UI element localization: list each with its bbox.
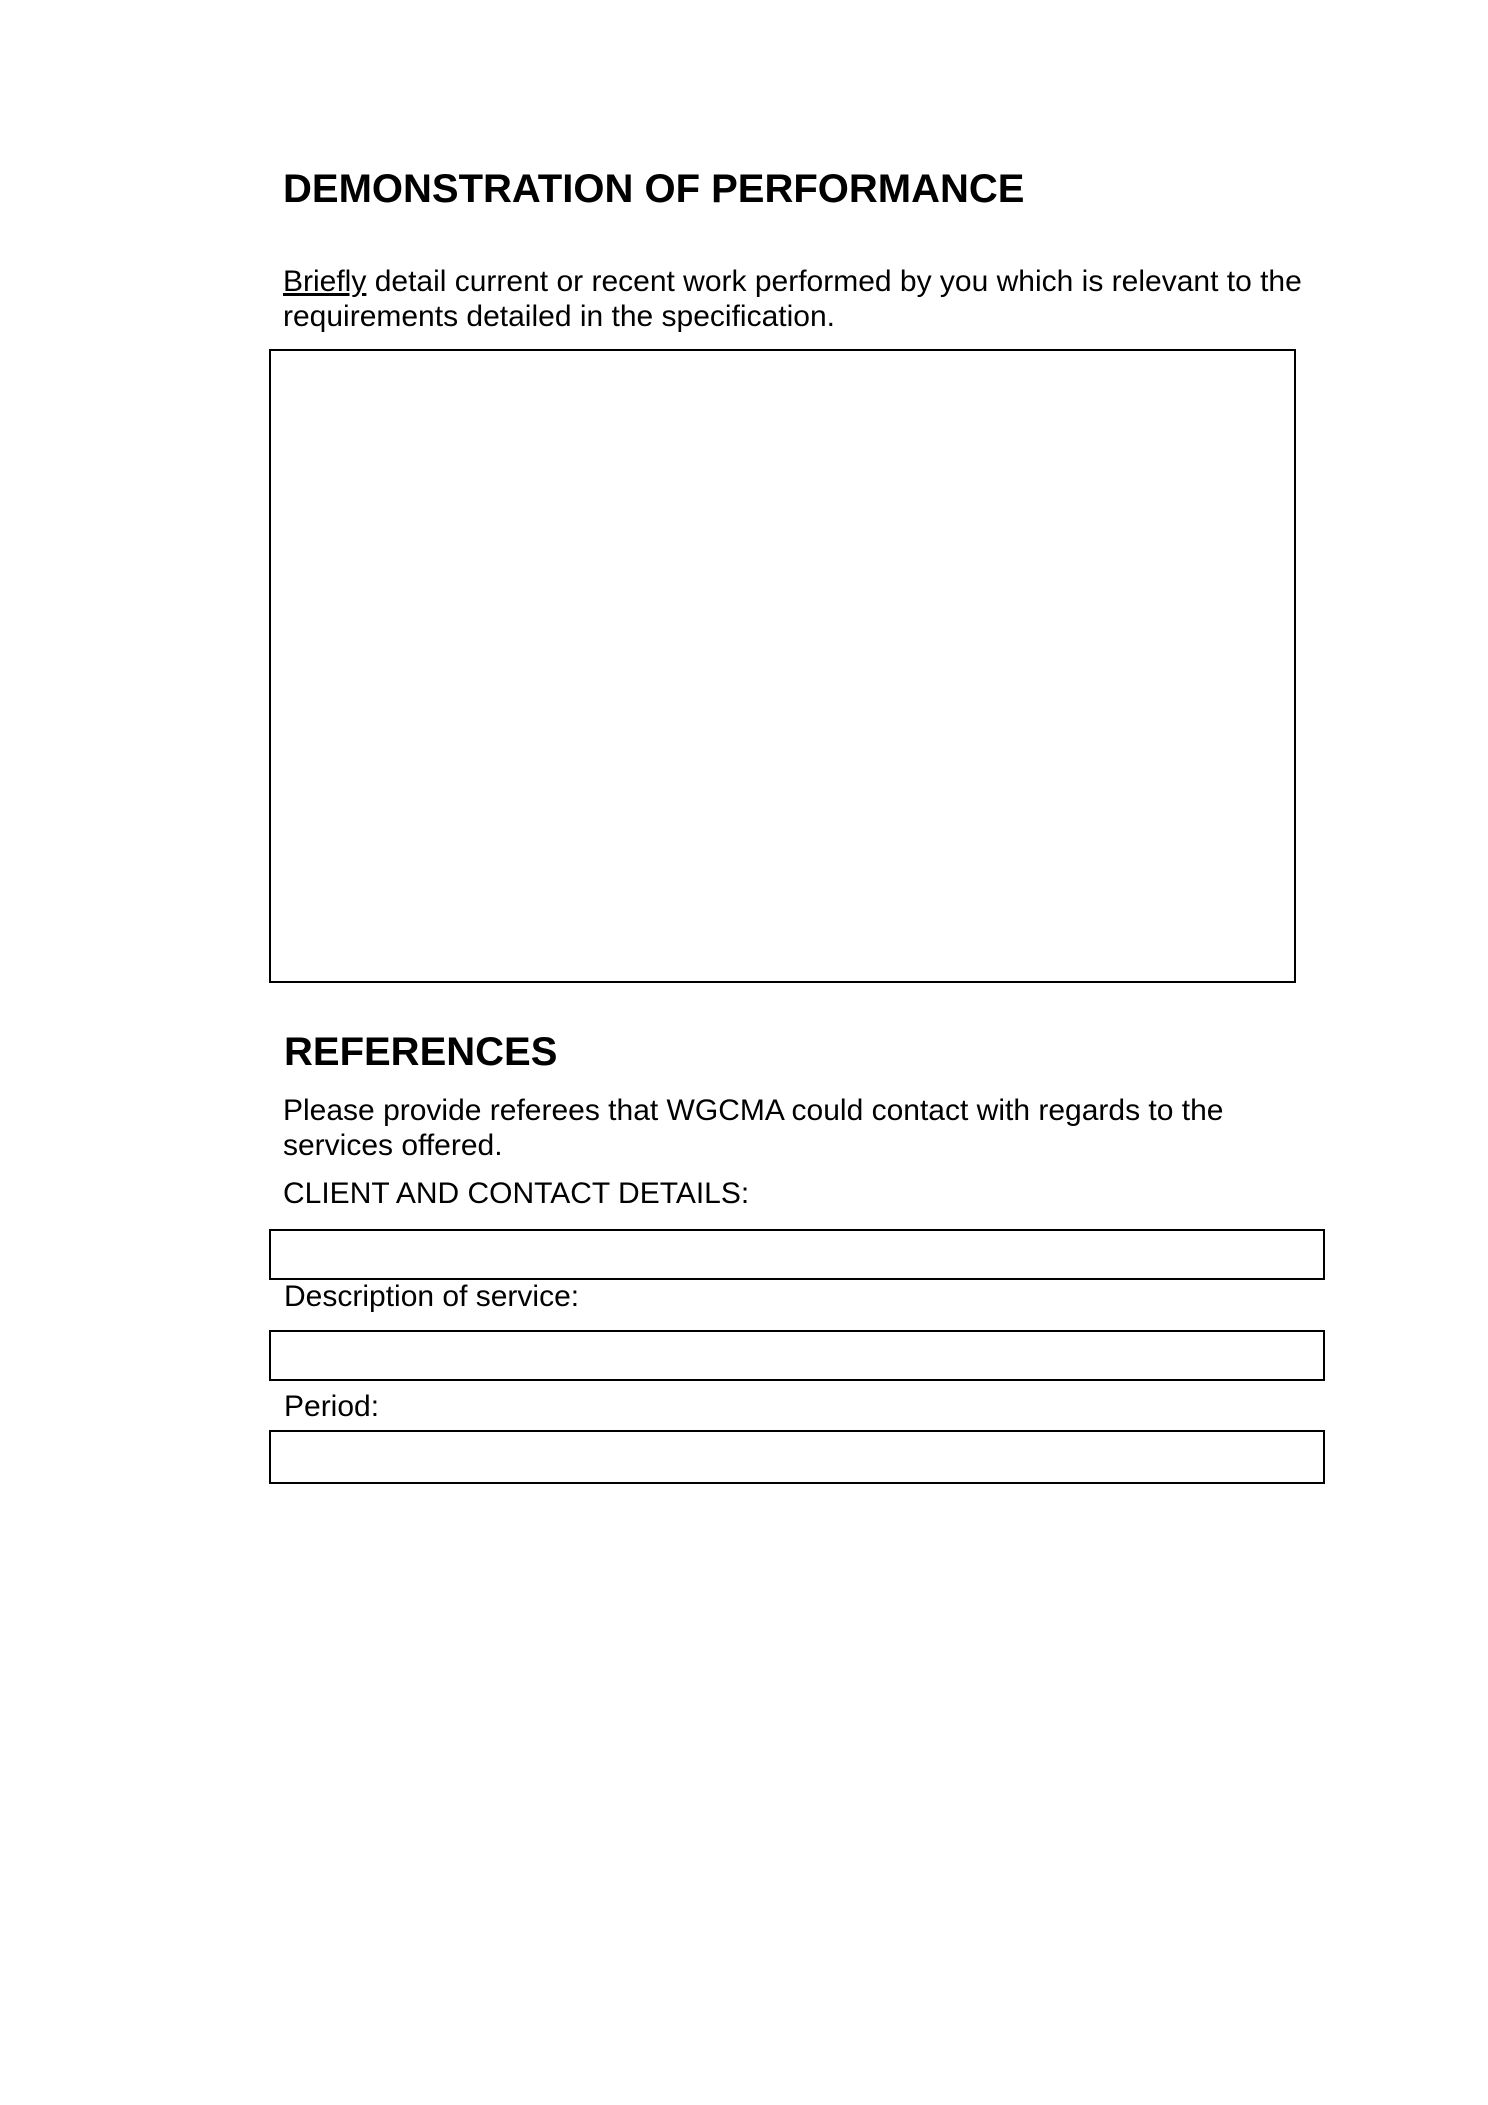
performance-response-box[interactable] [269,349,1296,983]
performance-intro-paragraph [283,264,1313,334]
performance-intro-text: detail current or recent work performed by you which is relevant to the requirements detailed in the specification. [283,265,1302,333]
description-of-service-input[interactable] [269,1330,1325,1381]
references-heading: REFERENCES [284,1030,558,1074]
period-label: Period: [284,1390,380,1423]
period-input[interactable] [269,1430,1325,1484]
client-and-contact-details-label: CLIENT AND CONTACT DETAILS: [283,1177,750,1210]
briefly-underlined-word: Briefly [283,265,367,298]
references-intro-paragraph: Please provide referees that WGCMA could contact with regards to the services offered. [283,1094,1224,1162]
client-contact-details-input[interactable] [269,1229,1325,1280]
demonstration-of-performance-heading: DEMONSTRATION OF PERFORMANCE [283,167,1025,211]
description-of-service-label: Description of service: [284,1280,580,1313]
